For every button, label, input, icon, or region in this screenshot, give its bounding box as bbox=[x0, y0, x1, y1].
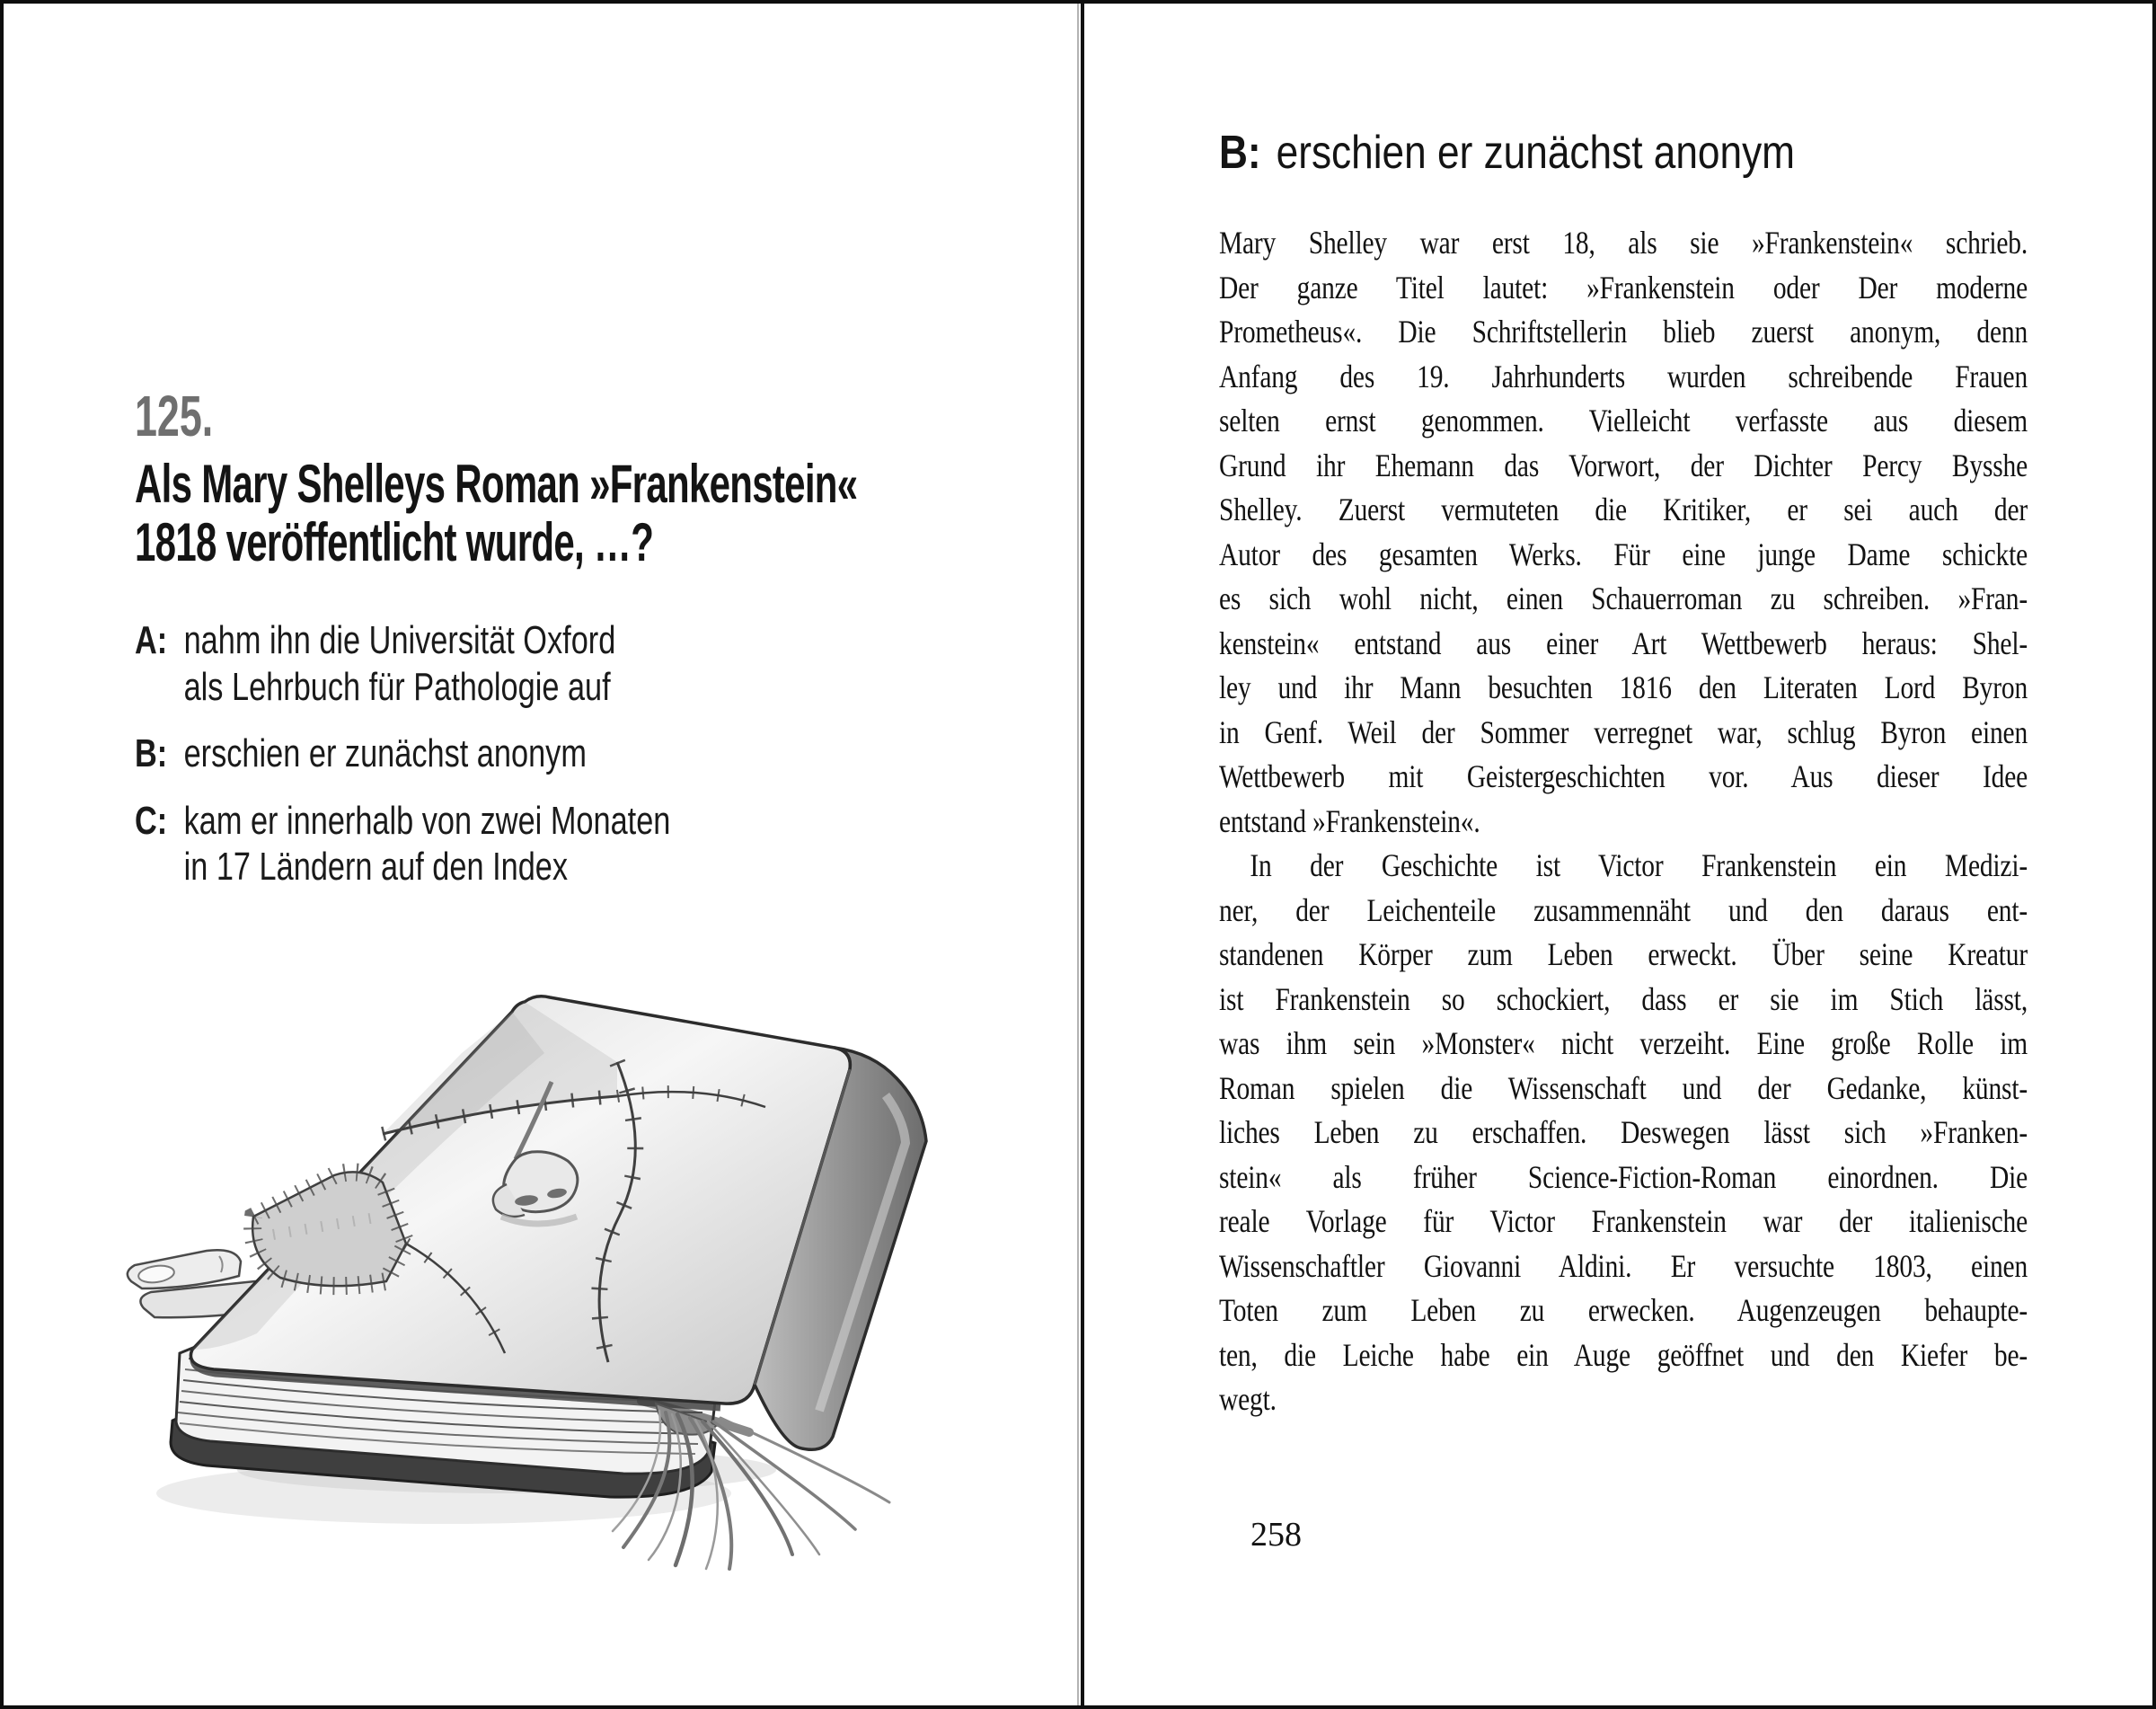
frankenstein-book-illustration bbox=[120, 947, 1019, 1576]
fur-patch bbox=[252, 1172, 406, 1286]
option-text: kam er innerhalb von zwei Monaten bbox=[183, 798, 671, 843]
body-text-line: Grund ihr Ehemann das Vorwort, der Dichter Percy Bysshe bbox=[1219, 447, 2028, 483]
answer-heading bbox=[1219, 128, 1795, 178]
answer-letter: B: bbox=[1219, 127, 1261, 179]
body-text-line: in Genf. Weil der Sommer verregnet war, schlug Byron einen bbox=[1219, 713, 2028, 750]
option-label bbox=[135, 844, 184, 890]
option-label: B: bbox=[135, 731, 168, 775]
option-label: A: bbox=[135, 618, 168, 662]
answer-body bbox=[1219, 221, 2028, 1422]
body-text-line: Autor des gesamten Werks. Für eine junge Dame schickte bbox=[1219, 536, 2028, 572]
answer-option-row bbox=[135, 664, 670, 711]
body-text-line: Wissenschaftler Giovanni Aldini. Er versuchte 1803, einen bbox=[1219, 1247, 2028, 1284]
body-text-line: reale Vorlage für Victor Frankenstein war der italienische bbox=[1219, 1203, 2028, 1239]
body-text-line: Toten zum Leben zu erwecken. Augenzeugen behaupte- bbox=[1219, 1292, 2028, 1328]
option-text: in 17 Ländern auf den Index bbox=[183, 845, 569, 889]
answer-heading-text: erschien er zunächst anonym bbox=[1276, 127, 1796, 179]
question-title bbox=[135, 455, 857, 571]
body-text-line: Der ganze Titel lautet: »Frankenstein oder Der moderne bbox=[1219, 269, 2028, 305]
answer-option-row bbox=[135, 731, 670, 777]
body-text-line: standenen Körper zum Leben erweckt. Über seine Kreatur bbox=[1219, 936, 2028, 972]
page-divider bbox=[1081, 4, 1084, 1705]
body-text-line: Roman spielen die Wissenschaft und der Gedanke, künst- bbox=[1219, 1069, 2028, 1106]
body-text-line: Anfang des 19. Jahrhunderts wurden schreibende Frauen bbox=[1219, 358, 2028, 394]
body-text-line: Prometheus«. Die Schriftstellerin blieb zuerst anonym, denn bbox=[1219, 314, 2028, 350]
option-text: erschien er zunächst anonym bbox=[183, 731, 587, 775]
body-text-line: stein« als früher Science-Fiction-Roman einordnen. Die bbox=[1219, 1158, 2028, 1195]
question-title-line: Als Mary Shelleys Roman »Frankenstein« bbox=[135, 454, 858, 514]
body-text-line: ten, die Leiche habe ein Auge geöffnet und den Kiefer be- bbox=[1219, 1336, 2028, 1373]
answer-option-row bbox=[135, 617, 670, 664]
body-text-line: wegt. bbox=[1219, 1381, 1277, 1417]
body-text-line: Mary Shelley war erst 18, als sie »Frankenstein« schrieb. bbox=[1219, 225, 2028, 261]
answer-options bbox=[135, 617, 670, 890]
body-text-line: selten ernst genommen. Vielleicht verfasste aus diesem bbox=[1219, 403, 2028, 438]
body-text-line: ley und ihr Mann besuchten 1816 den Literaten Lord Byron bbox=[1219, 669, 2028, 705]
option-text: nahm ihn die Universität Oxford bbox=[183, 618, 616, 662]
body-text-line: entstand »Frankenstein«. bbox=[1219, 802, 1480, 839]
page-number: 258 bbox=[1250, 1516, 1302, 1554]
body-text-line: Shelley. Zuerst vermuteten die Kritiker, er sei auch der bbox=[1219, 491, 2028, 527]
body-text-line: es sich wohl nicht, einen Schauerroman zu schreiben. »Fran- bbox=[1219, 580, 2028, 616]
option-label: C: bbox=[135, 798, 168, 843]
body-text-line: ner, der Leichenteile zusammennäht und den daraus ent- bbox=[1219, 891, 2028, 928]
body-text-line: kenstein« entstand aus einer Art Wettbewerb heraus: Shel- bbox=[1219, 624, 2028, 661]
body-text-line: liches Leben zu erschaffen. Deswegen lässt sich »Franken- bbox=[1219, 1114, 2028, 1150]
answer-option-row bbox=[135, 844, 670, 890]
page-gutter-shadow bbox=[1077, 4, 1079, 1705]
question-title-line: 1818 veröffentlicht wurde, …? bbox=[135, 512, 654, 572]
body-text-line: In der Geschichte ist Victor Frankenstein ein Medizi- bbox=[1250, 847, 2028, 883]
answer-option-row bbox=[135, 798, 670, 845]
option-text: als Lehrbuch für Pathologie auf bbox=[183, 664, 611, 709]
question-number: 125. bbox=[135, 384, 214, 448]
body-text-line: was ihm sein »Monster« nicht verzeiht. Eine große Rolle im bbox=[1219, 1025, 2028, 1061]
body-text-line: Wettbewerb mit Geistergeschichten vor. Aus dieser Idee bbox=[1219, 758, 2028, 794]
option-label bbox=[135, 664, 184, 711]
body-text-line: ist Frankenstein so schockiert, dass er sie im Stich lässt, bbox=[1219, 980, 2028, 1017]
